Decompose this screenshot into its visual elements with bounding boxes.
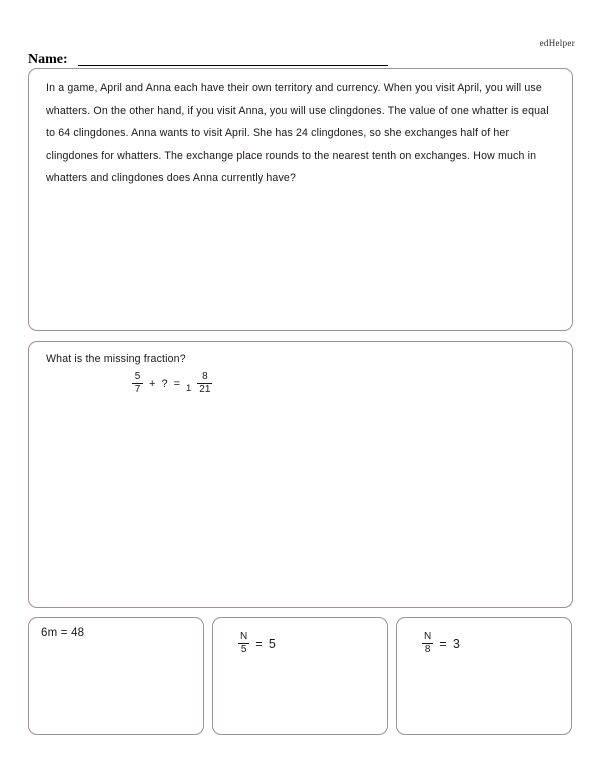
missing-fraction-box[interactable]: [28, 341, 573, 608]
fraction-five-sevenths: [132, 372, 143, 395]
equals-operator: =: [439, 636, 447, 651]
equation-2-text: [235, 632, 279, 655]
numerator: 5: [134, 371, 141, 382]
denominator: 21: [199, 384, 211, 396]
word-problem-text: In a game, April and Anna each have their own territory and currency. When you visit April, you will use whatters. On the other hand, if you visit Anna, you will use clingdones. The value of one whatter is equal to 64 clingdones. Anna wants to visit April. She has 24 clingdones, so she exchanges half of her clingdones for whatters. The exchange place rounds to the nearest tenth on exchanges. How much in whatters and clingdones does Anna currently have?: [46, 82, 549, 184]
numerator: N: [424, 631, 432, 642]
denominator: 7: [134, 384, 141, 396]
equation-2-value: 5: [268, 636, 277, 651]
missing-fraction-equation: [129, 372, 215, 395]
fraction-eight-twentyfirsts: [197, 372, 212, 395]
equation-box-3[interactable]: [396, 617, 572, 735]
fraction-n-over-five: [238, 632, 249, 655]
name-label: Name:: [28, 52, 68, 67]
fraction-n-over-eight: [422, 632, 433, 655]
denominator: 5: [240, 644, 247, 656]
mixed-number-whole-part: 1: [186, 383, 192, 395]
unknown-placeholder: ?: [161, 377, 168, 390]
equation-3-text: [419, 632, 463, 655]
equation-box-2[interactable]: [212, 617, 388, 735]
edhelper-logo: edHelper: [539, 38, 575, 48]
equation-box-1[interactable]: [28, 617, 204, 735]
equation-3-value: 3: [452, 636, 461, 651]
plus-operator: +: [149, 377, 156, 390]
word-problem-box[interactable]: [28, 68, 573, 331]
name-field-row: [28, 48, 388, 68]
denominator: 8: [424, 644, 431, 656]
numerator: N: [240, 631, 248, 642]
missing-fraction-prompt: What is the missing fraction?: [46, 353, 186, 365]
equals-operator: =: [255, 636, 263, 651]
name-write-in-line[interactable]: [78, 64, 388, 66]
numerator: 8: [202, 371, 208, 382]
equation-1-text: 6m = 48: [41, 627, 85, 639]
equals-operator: =: [173, 377, 180, 390]
